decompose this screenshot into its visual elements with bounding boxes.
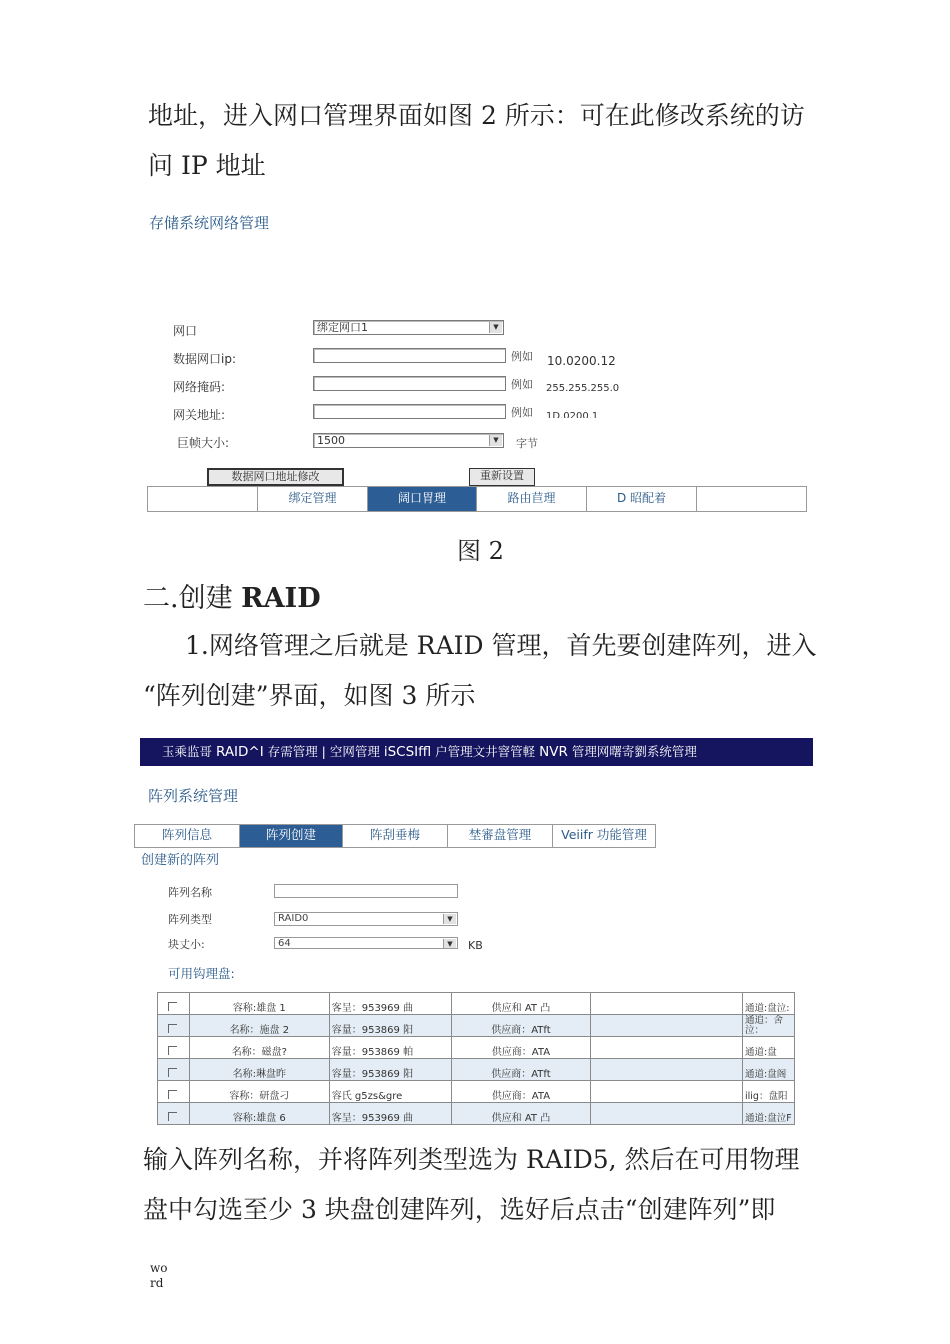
table-row[interactable] — [158, 993, 795, 1015]
disk-empty — [591, 993, 743, 1015]
example-value: 10.0200.12 — [547, 354, 616, 368]
example-label: 例如 — [511, 350, 533, 363]
example-value: 1D.0200.1 — [546, 411, 599, 418]
disks-title: 可用钩理盘: — [168, 966, 235, 981]
disk-vendor: 供应商：ATA — [451, 1081, 591, 1103]
disk-vendor: 供应商：ATA — [451, 1037, 591, 1059]
nav-raid[interactable]: RAID^I — [215, 744, 264, 760]
checkbox-cell — [158, 1103, 190, 1125]
tab-array-delete[interactable]: 阵刮垂梅 — [343, 825, 448, 847]
disk-name: 名称：施盘 2 — [189, 1015, 329, 1037]
ip-input[interactable] — [313, 348, 506, 363]
field-label: 网络掩码: — [173, 380, 226, 394]
select-value: 绑定网口1 — [317, 321, 368, 334]
disk-channel: 通道:盘阁 — [743, 1059, 795, 1081]
paragraph-line: 输入阵列名称，并将阵列类型选为 RAID5, 然后在可用物理 — [143, 1145, 800, 1174]
disk-table-wrap — [157, 992, 795, 1128]
checkbox[interactable] — [168, 1112, 177, 1121]
nav-text[interactable]: 存需管理 | 空网管理 — [263, 744, 384, 759]
array-type-select[interactable] — [274, 912, 458, 926]
paragraph-line: 盘中勾选至少 3 块盘创建阵列，选好后点击“创建阵列”即 — [143, 1195, 776, 1224]
tab-array-info[interactable]: 阵列信息 — [135, 825, 240, 847]
paragraph-line: “阵列创建”界面，如图 3 所示 — [143, 681, 476, 710]
disk-vendor: 供应和 AT 凸 — [451, 993, 591, 1015]
checkbox[interactable] — [168, 1024, 177, 1033]
checkbox-cell — [158, 1081, 190, 1103]
nav-text[interactable]: 管理网曙寄劉系统管理 — [567, 744, 697, 759]
disk-capacity: 客呈：953969 曲 — [329, 993, 451, 1015]
figure-caption: 图 2 — [457, 537, 504, 565]
disk-name: 容称：研盘刁 — [189, 1081, 329, 1103]
disk-capacity: 容量：953869 帕 — [329, 1037, 451, 1059]
port-select[interactable] — [313, 320, 504, 335]
section-title: 阵列系统管理 — [148, 787, 239, 805]
table-row[interactable] — [158, 1015, 795, 1037]
disk-name: 名称:琳盘昨 — [189, 1059, 329, 1081]
jumbo-frame-select[interactable] — [313, 433, 504, 448]
netmask-input[interactable] — [313, 376, 506, 391]
footer-line: rd — [150, 1276, 164, 1290]
disk-capacity: 容量：953869 阳 — [329, 1059, 451, 1081]
chevron-down-icon: ▼ — [489, 435, 502, 446]
modify-address-button[interactable]: 数据网口地址修改 — [207, 468, 344, 486]
reset-button[interactable]: 重新设置 — [469, 468, 535, 486]
disk-vendor: 供应和 AT 凸 — [451, 1103, 591, 1125]
field-label: 阵列名称 — [168, 886, 212, 899]
select-value: 64 — [278, 938, 291, 949]
tab-bind[interactable]: 绑定管理 — [258, 487, 368, 511]
disk-name: 容称:雄盘 1 — [189, 993, 329, 1015]
tab-port[interactable]: 阔口胃理 — [368, 487, 477, 511]
chevron-down-icon: ▼ — [489, 322, 502, 333]
section-heading — [143, 585, 321, 612]
field-label: 数据网口ip: — [173, 352, 236, 366]
select-value: 1500 — [317, 434, 345, 447]
table-row[interactable] — [158, 1059, 795, 1081]
tab-empty — [697, 487, 804, 511]
chevron-down-icon: ▼ — [443, 914, 456, 924]
disk-channel: ilig：盘阳 — [743, 1081, 795, 1103]
top-nav-bar — [140, 738, 813, 766]
disk-empty — [591, 1081, 743, 1103]
example-label: 例如 — [511, 378, 533, 391]
example-label: 例如 — [511, 406, 533, 419]
disk-table — [157, 992, 795, 1125]
array-name-input[interactable] — [274, 884, 458, 898]
disk-channel: 通道:盘泣: — [743, 993, 795, 1015]
disk-channel: 通道:盘 — [743, 1037, 795, 1059]
tab-empty — [148, 487, 258, 511]
table-row[interactable] — [158, 1037, 795, 1059]
disk-vendor: 供应商：ATft — [451, 1015, 591, 1037]
table-row[interactable] — [158, 1081, 795, 1103]
nav-text[interactable]: 户管理文井窨管軽 — [431, 744, 540, 759]
disk-capacity: 容氏 g5zs&gre — [329, 1081, 451, 1103]
paragraph-line: 1.网络管理之后就是 RAID 管理，首先要创建阵列，进入 — [185, 631, 817, 660]
checkbox[interactable] — [168, 1090, 177, 1099]
checkbox-cell — [158, 1037, 190, 1059]
checkbox[interactable] — [168, 1002, 177, 1011]
chevron-down-icon: ▼ — [443, 939, 456, 949]
disk-channel: 通追：舍泣： — [743, 1015, 795, 1037]
tab-array-create[interactable]: 阵列创建 — [240, 825, 343, 847]
tab-route[interactable]: 路由苣理 — [477, 487, 587, 511]
disk-empty — [591, 1015, 743, 1037]
disk-vendor: 供应商：ATft — [451, 1059, 591, 1081]
figure-title: 存储系统网络管理 — [149, 214, 270, 232]
field-label: 网关地址: — [173, 408, 226, 422]
field-label: 块丈小: — [168, 938, 205, 951]
disk-name: 名称：磁盘? — [189, 1037, 329, 1059]
checkbox-cell — [158, 993, 190, 1015]
paragraph-line: 地址，进入网口管理界面如图 2 所示：可在此修改系统的访 — [148, 101, 805, 130]
heading-bold: RAID — [241, 583, 321, 614]
disk-capacity: 容量：953869 阳 — [329, 1015, 451, 1037]
network-tabs — [147, 486, 807, 512]
disk-empty — [591, 1059, 743, 1081]
footer-line: wo — [150, 1261, 168, 1275]
table-row[interactable] — [158, 1103, 795, 1125]
heading-text: 二.创建 — [143, 583, 242, 614]
select-value: RAID0 — [278, 913, 309, 924]
nav-nvr[interactable]: NVR — [539, 744, 568, 760]
tab-disk-manage[interactable]: 埜審盘管理 — [448, 825, 553, 847]
disk-empty — [591, 1037, 743, 1059]
unit-label: KB — [468, 939, 483, 952]
gateway-input[interactable] — [313, 404, 506, 419]
tab-config[interactable]: D 昭配着 — [587, 487, 697, 511]
disk-channel: 通道:盘泣F — [743, 1103, 795, 1125]
footer-text — [150, 1261, 168, 1291]
block-size-select[interactable] — [274, 937, 458, 949]
paragraph-line: 问 IP 地址 — [148, 151, 266, 180]
checkbox[interactable] — [168, 1068, 177, 1077]
checkbox-cell — [158, 1015, 190, 1037]
disk-capacity: 客呈：953969 曲 — [329, 1103, 451, 1125]
tab-verify-manage[interactable]: Veiifr 功能管理 — [561, 827, 647, 842]
field-label: 巨帧大小: — [177, 436, 230, 450]
checkbox-cell — [158, 1059, 190, 1081]
field-label: 网口 — [173, 324, 198, 338]
disk-name: 容称:雄盘 6 — [189, 1103, 329, 1125]
example-value: 255.255.255.0 — [546, 383, 620, 394]
raid-tabs — [134, 824, 656, 848]
disk-empty — [591, 1103, 743, 1125]
nav-text[interactable]: 玉乘监哥 — [162, 744, 216, 759]
unit-label: 字节 — [516, 437, 538, 450]
field-label: 阵列类型 — [168, 913, 212, 926]
checkbox[interactable] — [168, 1046, 177, 1055]
nav-iscsi[interactable]: iSCSIffl — [383, 744, 432, 760]
create-title: 创建新的阵列 — [141, 853, 220, 868]
